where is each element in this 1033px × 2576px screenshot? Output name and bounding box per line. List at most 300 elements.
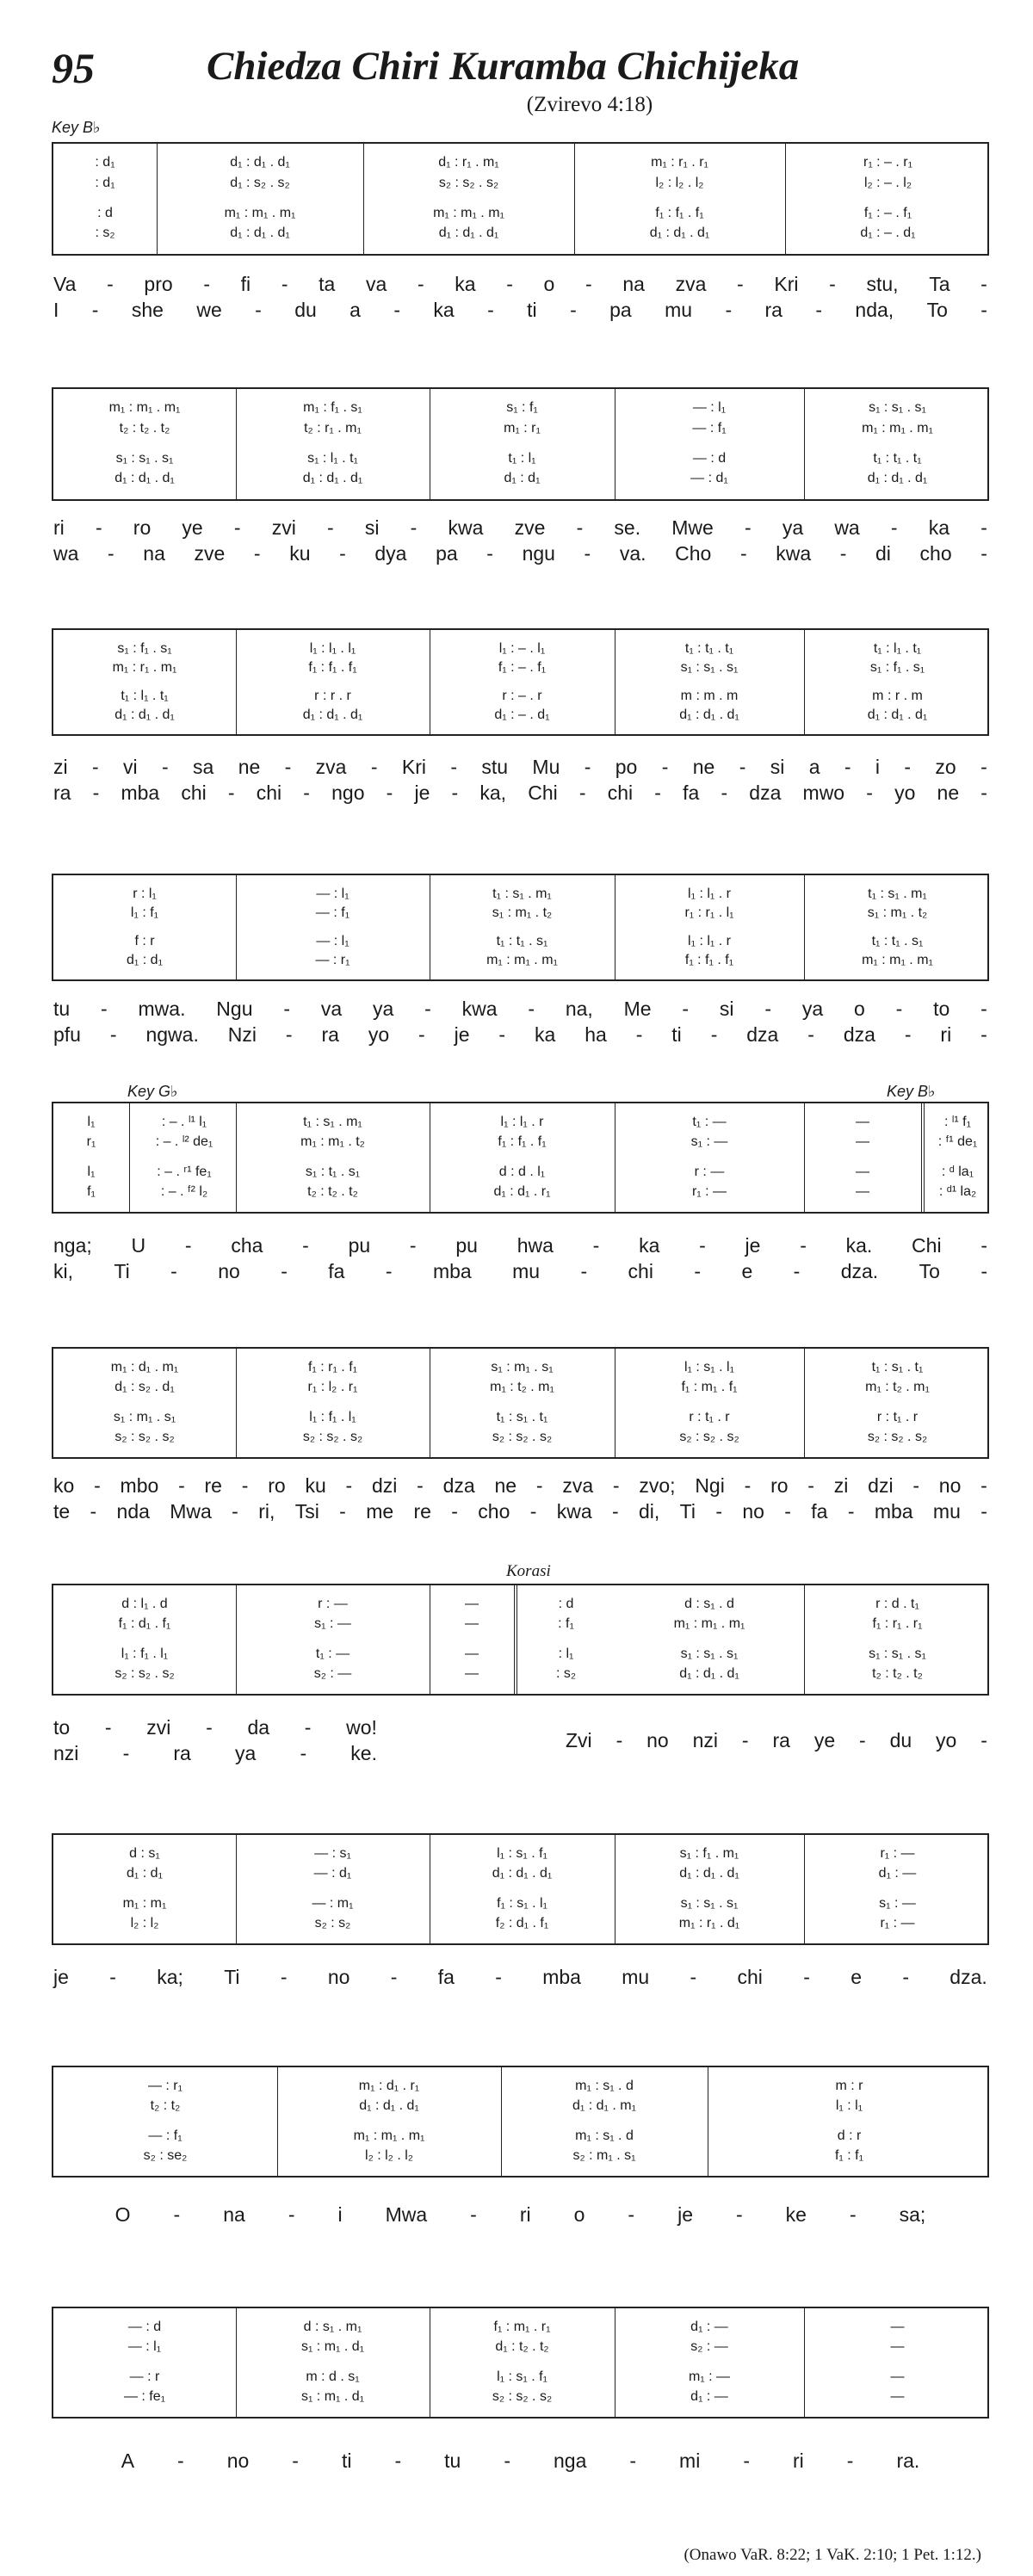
lyric-syllable: dza.	[840, 1259, 879, 1282]
syllable-hyphen: -	[109, 1022, 117, 1046]
lyric-syllable: di,	[639, 1499, 660, 1523]
notation-cell: l₂ : – . l₂	[863, 176, 912, 190]
lyric-syllable: Me	[623, 997, 652, 1020]
lyric-syllable: ka.	[845, 1233, 873, 1257]
lyric-syllable: mbo	[120, 1473, 159, 1497]
syllable-hyphen: -	[281, 272, 288, 295]
voice-row	[53, 1114, 987, 1131]
syllable-hyphen: -	[807, 1473, 814, 1497]
syllable-hyphen: -	[736, 2202, 743, 2226]
lyric-syllable: ne	[494, 1473, 517, 1497]
syllable-hyphen: -	[370, 755, 378, 778]
voice-row	[53, 154, 987, 171]
notation-cell: f₁ : m₁ . f₁	[681, 1380, 738, 1394]
syllable-hyphen: -	[339, 541, 346, 565]
lyric-syllable: tu	[53, 997, 71, 1020]
lyric-syllable: mba	[542, 1965, 581, 1988]
syllable-hyphen: -	[506, 272, 513, 295]
notation-cell: : – . ˡ² de₁	[155, 1134, 213, 1149]
notation-cell: d₁ : – . d₁	[860, 225, 916, 240]
lyric-syllable: je	[745, 1233, 761, 1257]
notation-cell: — : l₁	[692, 400, 727, 415]
lyric-syllable: no	[646, 1728, 669, 1751]
syllable-hyphen: -	[300, 1741, 307, 1764]
syllable-hyphen: -	[487, 298, 494, 321]
lyric-line	[52, 1022, 989, 1047]
syllable-hyphen: -	[576, 516, 584, 539]
syllable-hyphen: -	[737, 272, 744, 295]
notation-cell: d₁ : d₁ . d₁	[649, 225, 710, 240]
lyric-syllable: me	[366, 1499, 394, 1523]
voice-row	[53, 1596, 987, 1613]
notation-cell: —	[465, 1646, 479, 1661]
notation-cell: : – . ᶠ² l₂	[160, 1184, 208, 1199]
notation-cell: d₁ : d₁	[127, 953, 163, 967]
notation-cell: s₂ : s₂	[314, 1916, 351, 1930]
syllable-hyphen: -	[393, 298, 401, 321]
lyric-syllable: nga;	[53, 1233, 92, 1257]
notation-cell: f₁ : f₁ . f₁	[655, 206, 704, 220]
lyric-syllable: je	[454, 1022, 470, 1046]
notation-cell: t₁ : s₁ . m₁	[303, 1115, 362, 1129]
notation-cell: d₁ : d₁ . d₁	[867, 471, 928, 485]
lyric-syllable: nzi	[53, 1741, 79, 1764]
notation-cell: l₁ : f₁ . l₁	[121, 1646, 169, 1661]
notation-cell: s₂ : s₂ . s₂	[679, 1430, 739, 1444]
notation-cell: — : f₁	[692, 421, 727, 436]
lyric-syllable: da	[247, 1715, 270, 1739]
lyric-syllable: sa;	[899, 2202, 926, 2226]
notation-cell: d₁ : d₁ . d₁	[114, 707, 175, 722]
notation-cell: r : t₁ . r	[876, 1410, 919, 1424]
notation-cell: t₁ : l₁ . t₁	[121, 689, 169, 703]
syllable-hyphen: -	[206, 1715, 213, 1739]
syllable-hyphen: -	[570, 298, 577, 321]
lyric-syllable: ku	[305, 1473, 326, 1497]
syllable-hyphen: -	[529, 1499, 537, 1523]
key-signature: Key B♭	[52, 119, 101, 136]
notation-cell: — : r	[129, 2369, 160, 2384]
lyric-syllable: Kri	[774, 272, 799, 295]
notation-cell: — : r₁	[147, 2079, 183, 2093]
notation-cell: m₁ : s₁ . d	[575, 2128, 634, 2143]
notation-cell: f₁ : s₁ . l₁	[497, 1896, 547, 1911]
syllable-hyphen: -	[793, 1259, 801, 1282]
notation-cell: d : s₁ . d	[684, 1597, 734, 1611]
syllable-hyphen: -	[612, 1473, 620, 1497]
music-system	[52, 874, 989, 981]
syllable-hyphen: -	[109, 1965, 116, 1988]
syllable-hyphen: -	[91, 298, 99, 321]
lyric-syllable: she	[131, 298, 164, 321]
syllable-hyphen: -	[91, 755, 99, 778]
lyric-syllable: zvo;	[639, 1473, 676, 1497]
lyric-syllable: ro	[268, 1473, 286, 1497]
lyric-syllable: no	[327, 1965, 350, 1988]
syllable-hyphen: -	[980, 755, 987, 778]
lyric-syllable: ka	[433, 298, 455, 321]
notation-cell: — : fe₁	[123, 2389, 166, 2404]
notation-cell: m : m . m	[680, 689, 739, 703]
syllable-hyphen: -	[122, 1741, 130, 1764]
syllable-hyphen: -	[635, 1022, 643, 1046]
lyric-syllable: si	[719, 997, 734, 1020]
lyric-syllable: si	[770, 755, 785, 778]
notation-cell: l₂ : l₂ . l₂	[365, 2148, 413, 2163]
notation-cell: d₁ : —	[690, 2320, 728, 2334]
notation-cell: s₂ : —	[313, 1666, 352, 1681]
syllable-hyphen: -	[451, 1499, 458, 1523]
notation-cell: s₁ : m₁ . t₂	[492, 905, 553, 920]
lyric-syllable: ngo	[331, 781, 365, 804]
lyric-syllable: je	[677, 2202, 693, 2226]
voice-row	[53, 1665, 987, 1683]
lyric-syllable: nda	[116, 1499, 150, 1523]
syllable-hyphen: -	[302, 1233, 309, 1257]
lyric-line	[52, 1498, 989, 1524]
voice-row	[53, 952, 987, 969]
notation-cell: : d	[97, 206, 113, 220]
notation-cell: s₁ : f₁	[506, 400, 538, 415]
lyric-syllable: fi	[240, 272, 251, 295]
lyric-line	[52, 1964, 989, 1990]
syllable-hyphen: -	[283, 997, 290, 1020]
notation-cell: : l₁	[558, 1646, 574, 1661]
lyric-syllable: ri,	[258, 1499, 275, 1523]
syllable-hyphen: -	[744, 1473, 752, 1497]
voice-row	[53, 1379, 987, 1396]
lyric-syllable: ro	[770, 1473, 789, 1497]
notation-cell: m₁ : r₁ . r₁	[651, 155, 708, 170]
lyric-syllable: Ti	[114, 1259, 130, 1282]
notation-cell: m : r	[835, 2079, 863, 2093]
notation-cell: s₁ : m₁ . s₁	[491, 1360, 554, 1374]
lyric-syllable: Mu	[532, 755, 560, 778]
notation-cell: : d	[558, 1597, 574, 1611]
lyric-syllable: zo	[935, 755, 956, 778]
notation-cell: l₁ : l₁ . r	[500, 1115, 544, 1129]
lyric-line	[52, 2448, 989, 2474]
syllable-hyphen: -	[725, 298, 733, 321]
notation-cell: d₁ : —	[690, 2389, 728, 2404]
notation-cell: d₁ : d₁ . d₁	[679, 1866, 739, 1881]
syllable-hyphen: -	[807, 1022, 814, 1046]
syllable-hyphen: -	[184, 1233, 192, 1257]
syllable-hyphen: -	[739, 541, 747, 565]
notation-cell: r₁ : – . r₁	[863, 155, 913, 170]
notation-cell: : – . ʳ¹ fe₁	[157, 1164, 212, 1179]
lyric-syllable: we	[196, 298, 222, 321]
notation-cell: s₂ : s₂ . s₂	[492, 1430, 553, 1444]
lyric-syllable: mi	[679, 2449, 701, 2472]
notation-cell: m₁ : r₁ . m₁	[112, 660, 177, 675]
syllable-hyphen: -	[107, 272, 114, 295]
notation-cell: r₁ : —	[880, 1916, 915, 1930]
notation-cell: d₁ : d₁ . d₁	[492, 1866, 553, 1881]
voice-row	[53, 640, 987, 658]
notation-cell: m₁ : d₁ . m₁	[110, 1360, 179, 1374]
notation-cell: l₁ : l₁	[835, 2098, 863, 2113]
lyric-syllable: ti	[341, 2449, 352, 2472]
lyric-syllable: du	[294, 298, 317, 321]
notation-cell: m : d . s₁	[306, 2369, 360, 2384]
lyric-syllable: ka	[928, 516, 950, 539]
syllable-hyphen: -	[90, 1499, 97, 1523]
lyric-line	[52, 1473, 989, 1498]
notation-cell: f₁ : d₁ . f₁	[118, 1616, 171, 1631]
syllable-hyphen: -	[739, 755, 746, 778]
lyric-syllable: pa	[436, 541, 458, 565]
syllable-hyphen: -	[101, 997, 108, 1020]
notation-cell: f₂ : d₁ . f₁	[495, 1916, 549, 1930]
key-change-b-flat: Key B♭	[887, 1083, 936, 1100]
notation-cell: : f₁	[558, 1616, 574, 1631]
syllable-hyphen: -	[173, 2202, 181, 2226]
notation-cell: m₁ : —	[688, 2369, 731, 2384]
notation-cell: t₁ : t₁ . t₁	[873, 451, 922, 466]
syllable-hyphen: -	[339, 1499, 346, 1523]
lyric-syllable: To	[919, 1259, 940, 1282]
notation-cell: s₁ : m₁ . s₁	[113, 1410, 176, 1424]
lyric-syllable: kwa	[461, 997, 498, 1020]
lyric-syllable: re	[204, 1473, 222, 1497]
notation-cell: m₁ : f₁ . s₁	[303, 400, 362, 415]
notation-cell: r : r . r	[314, 689, 351, 703]
syllable-hyphen: -	[578, 781, 586, 804]
notation-cell: l₁ : f₁	[130, 905, 159, 920]
notation-cell: s₂ : —	[690, 2339, 728, 2354]
key-change-g-flat: Key G♭	[127, 1083, 178, 1100]
lyric-syllable: mu	[512, 1259, 541, 1282]
voice-row	[53, 1164, 987, 1181]
syllable-hyphen: -	[280, 1965, 288, 1988]
lyric-syllable: ra	[321, 1022, 339, 1046]
lyric-syllable: si	[364, 516, 380, 539]
lyric-syllable: re	[413, 1499, 431, 1523]
syllable-hyphen: -	[281, 1259, 288, 1282]
notation-cell: d₁ : d₁ . d₁	[438, 225, 499, 240]
syllable-hyphen: -	[417, 272, 424, 295]
syllable-hyphen: -	[715, 1499, 722, 1523]
lyric-syllable: wa	[53, 541, 79, 565]
notation-cell: d₁ : d₁ . m₁	[572, 2098, 636, 2113]
notation-cell: —	[856, 1115, 869, 1129]
lyric-syllable: dza	[843, 1022, 875, 1046]
voice-row	[53, 1429, 987, 1446]
notation-cell: m₁ : m₁ . m₁	[433, 206, 504, 220]
lyric-syllable: pro	[144, 272, 173, 295]
lyric-syllable: dzi	[868, 1473, 894, 1497]
notation-cell: : – . ˡ¹ l₁	[161, 1115, 207, 1129]
lyric-syllable: a	[349, 298, 361, 321]
lyric-syllable: se.	[614, 516, 641, 539]
lyric-line	[52, 996, 989, 1022]
notation-cell: d₁ : d₁ . d₁	[302, 471, 363, 485]
notation-cell: m₁ : m₁	[122, 1896, 167, 1911]
lyric-syllable: ri	[519, 2202, 531, 2226]
notation-cell: f₁ : f₁ . f₁	[308, 660, 357, 675]
notation-cell: t₁ : l₁ . t₁	[873, 641, 922, 656]
lyric-syllable: mba	[121, 781, 160, 804]
notation-cell: r₁	[86, 1134, 96, 1149]
syllable-hyphen: -	[486, 541, 493, 565]
notation-cell: r₁ : r₁ . l₁	[684, 905, 734, 920]
lyric-syllable: e	[851, 1965, 862, 1988]
notation-cell: —	[465, 1616, 479, 1631]
syllable-hyphen: -	[418, 1022, 425, 1046]
scripture-reference: (Zvirevo 4:18)	[526, 93, 653, 116]
syllable-hyphen: -	[498, 1022, 506, 1046]
lyric-syllable: ra.	[896, 2449, 920, 2472]
lyric-syllable: U	[131, 1233, 146, 1257]
music-system	[52, 387, 989, 501]
lyric-syllable: ri	[793, 2449, 804, 2472]
voice-row	[53, 2369, 987, 2386]
lyric-syllable: ke	[785, 2202, 807, 2226]
syllable-hyphen: -	[628, 2202, 635, 2226]
notation-cell: d₁ : – . d₁	[494, 707, 550, 722]
syllable-hyphen: -	[615, 1728, 623, 1751]
notation-cell: t₁ : —	[315, 1646, 350, 1661]
notation-cell: : ˡ¹ f₁	[943, 1115, 972, 1129]
notation-cell: s₂ : se₂	[143, 2148, 188, 2163]
lyric-syllable: du	[889, 1728, 912, 1751]
notation-cell: —	[890, 2339, 905, 2354]
syllable-hyphen: -	[661, 755, 669, 778]
lyric-syllable: ne	[238, 755, 261, 778]
lyric-syllable: yo	[368, 1022, 390, 1046]
voice-row	[53, 1409, 987, 1426]
syllable-hyphen: -	[980, 1728, 987, 1751]
syllable-hyphen: -	[203, 272, 210, 295]
notation-cell: m₁ : s₁ . d	[575, 2079, 634, 2093]
lyric-syllable: na	[622, 272, 645, 295]
syllable-hyphen: -	[980, 1233, 987, 1257]
syllable-hyphen: -	[980, 1022, 987, 1046]
lyric-syllable: stu,	[866, 272, 899, 295]
syllable-hyphen: -	[980, 516, 987, 539]
voice-row	[53, 1359, 987, 1376]
lyric-syllable: hwa	[516, 1233, 554, 1257]
lyric-syllable: Kri	[401, 755, 426, 778]
lyric-syllable: ye	[813, 1728, 836, 1751]
lyric-line	[52, 1258, 989, 1284]
lyric-syllable: zvi	[271, 516, 296, 539]
notation-cell: : s₂	[95, 225, 115, 240]
syllable-hyphen: -	[612, 1499, 619, 1523]
voice-row	[53, 470, 987, 487]
notation-cell: : ᵈ la₁	[941, 1164, 974, 1179]
syllable-hyphen: -	[629, 2449, 637, 2472]
lyric-syllable: ra	[173, 1741, 191, 1764]
notation-cell: l₁ : l₁ . r	[688, 934, 731, 948]
notation-cell: d : r	[837, 2128, 862, 2143]
lyric-syllable: cho	[919, 541, 952, 565]
notation-cell: f₁ : f₁ . f₁	[498, 1134, 547, 1149]
syllable-hyphen: -	[902, 1965, 909, 1988]
syllable-hyphen: -	[764, 997, 772, 1020]
lyric-syllable: ra	[53, 781, 71, 804]
lyric-syllable: Mwa	[170, 1499, 212, 1523]
voice-row	[53, 205, 987, 222]
lyric-syllable: cho	[478, 1499, 510, 1523]
lyric-syllable: pa	[609, 298, 632, 321]
syllable-hyphen: -	[815, 298, 823, 321]
syllable-hyphen: -	[980, 997, 987, 1020]
lyric-syllable: yo	[894, 781, 916, 804]
lyric-syllable: ya	[372, 997, 394, 1020]
lyric-syllable: dza	[749, 781, 782, 804]
notation-cell: m₁ : m₁ . m₁	[224, 206, 296, 220]
lyric-syllable: A	[121, 2449, 135, 2472]
lyric-syllable: fa	[437, 1965, 455, 1988]
lyric-syllable: di	[875, 541, 891, 565]
notation-cell: d₁ : d₁ . d₁	[302, 707, 363, 722]
lyric-syllable: zva	[315, 755, 347, 778]
notation-cell: f₁ : – . f₁	[863, 206, 912, 220]
voice-row	[53, 933, 987, 950]
syllable-hyphen: -	[170, 1259, 177, 1282]
syllable-hyphen: -	[450, 755, 458, 778]
notation-cell: s₁ : m₁ . d₁	[300, 2389, 365, 2404]
lyric-syllable: chi	[607, 781, 634, 804]
syllable-hyphen: -	[394, 2449, 402, 2472]
lyric-syllable: chi	[256, 781, 282, 804]
notation-cell: — : l₁	[127, 2339, 162, 2354]
syllable-hyphen: -	[385, 1259, 393, 1282]
lyric-syllable: zva	[562, 1473, 594, 1497]
notation-cell: d₁ : r₁ . m₁	[438, 155, 499, 170]
lyric-line	[52, 2202, 989, 2227]
notation-cell: s₁ : s₁ . s₁	[115, 451, 174, 466]
notation-cell: t₂ : t₂ . t₂	[307, 1184, 358, 1199]
voice-row	[53, 2338, 987, 2356]
lyric-syllable: mu	[665, 298, 693, 321]
lyric-line	[52, 271, 989, 297]
notation-cell: : s₂	[555, 1666, 577, 1681]
lyric-syllable: Mwa	[385, 2202, 428, 2226]
notation-cell: t₂ : r₁ . m₁	[304, 421, 362, 436]
notation-cell: m₁ : d₁ . r₁	[358, 2079, 420, 2093]
notation-cell: m₁ : t₂ . m₁	[490, 1380, 554, 1394]
notation-cell: — : l₁	[316, 934, 349, 948]
lyric-line	[52, 1232, 989, 1258]
voice-row	[53, 2078, 987, 2095]
notation-cell: d₁ : t₂ . t₂	[495, 2339, 549, 2354]
lyric-syllable: fa	[328, 1259, 345, 1282]
lyric-syllable: Ngi	[695, 1473, 725, 1497]
notation-cell: t₁ : s₁ . t₁	[496, 1410, 548, 1424]
lyric-syllable: ngu	[522, 541, 555, 565]
lyric-syllable: ti	[671, 1022, 682, 1046]
notation-cell: l₂ : l₂	[130, 1916, 159, 1930]
lyric-syllable: fa	[811, 1499, 828, 1523]
notation-cell: t₂ : t₂	[150, 2098, 181, 2113]
lyric-syllable: pfu	[53, 1022, 81, 1046]
lyric-syllable: no	[226, 2449, 250, 2472]
voice-row	[53, 175, 987, 192]
notation-cell: s₂ : s₂ . s₂	[492, 2389, 553, 2404]
lyric-syllable: ro	[133, 516, 152, 539]
syllable-hyphen: -	[417, 1473, 424, 1497]
lyric-syllable: no	[938, 1473, 962, 1497]
syllable-hyphen: -	[890, 516, 898, 539]
notation-cell: : ᵈ¹ la₂	[938, 1184, 977, 1199]
lyric-syllable: nga	[554, 2449, 587, 2472]
notation-cell: s₁ : m₁ . d₁	[300, 2339, 365, 2354]
syllable-hyphen: -	[504, 2449, 510, 2472]
notation-cell: d₁ : d₁ . d₁	[867, 707, 928, 722]
